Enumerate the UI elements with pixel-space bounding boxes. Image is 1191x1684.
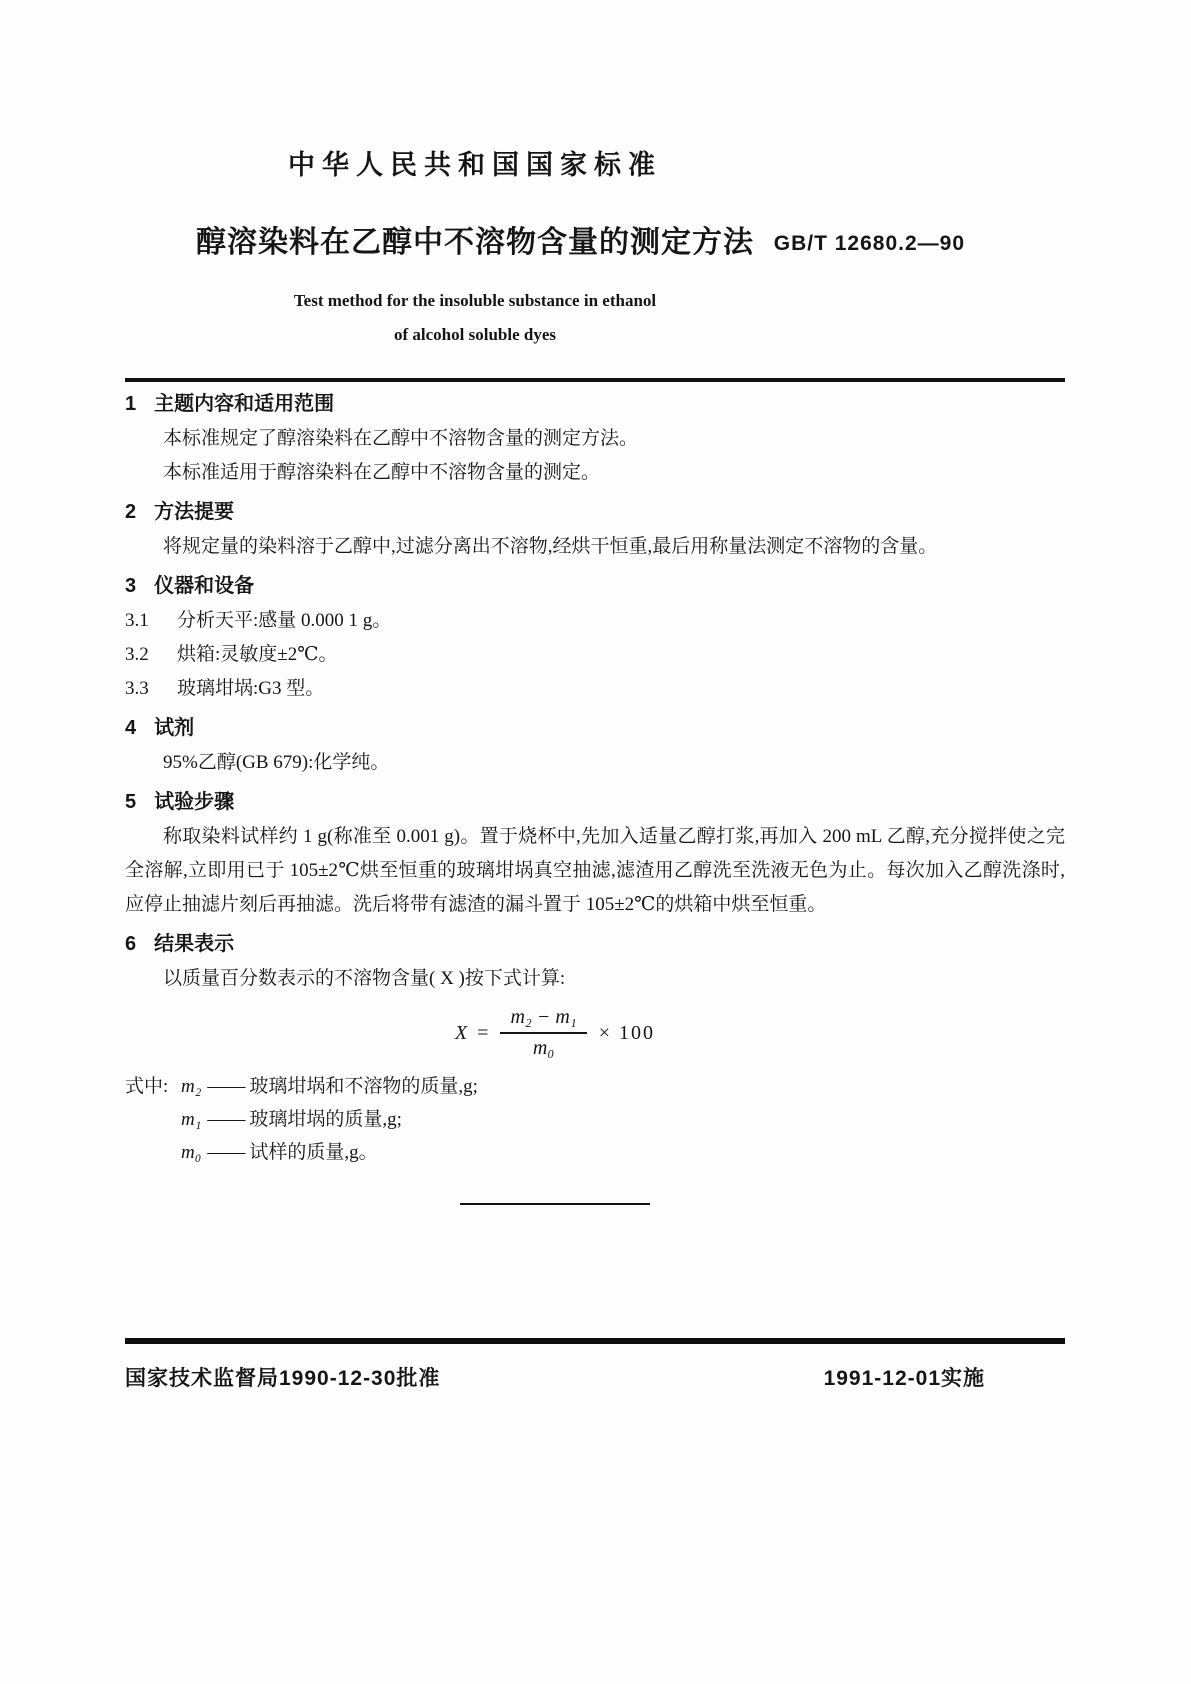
formula-lhs: X bbox=[454, 1021, 468, 1044]
section-method-summary-heading bbox=[125, 498, 1065, 526]
section-title: 结果表示 bbox=[154, 933, 235, 955]
definition-symbol: m₂ bbox=[181, 1076, 202, 1097]
document-footer bbox=[125, 1338, 1065, 1392]
formula-denominator: m₀ bbox=[532, 1037, 555, 1059]
symbol-definitions bbox=[125, 1070, 1065, 1169]
section-scope-heading bbox=[125, 390, 1065, 418]
paragraph: 本标准适用于醇溶染料在乙醇中不溶物含量的测定。 bbox=[163, 462, 601, 483]
section-reagents bbox=[125, 714, 1065, 780]
section-number: 1 bbox=[125, 393, 137, 415]
english-title-line1: Test method for the insoluble substance in ethanol bbox=[293, 291, 657, 310]
section-reagents-heading bbox=[125, 714, 1065, 742]
definition-m1 bbox=[125, 1103, 1065, 1136]
section-results-heading bbox=[125, 930, 1065, 958]
footer-rule bbox=[125, 1338, 1065, 1344]
footer-text-row bbox=[125, 1362, 1065, 1392]
clause-number: 3.3 bbox=[125, 678, 149, 699]
definition-dash: —— bbox=[207, 1109, 246, 1130]
definition-symbol: m₁ bbox=[181, 1109, 202, 1130]
definition-symbol: m₀ bbox=[181, 1142, 202, 1163]
section-scope bbox=[125, 390, 1065, 490]
section-results bbox=[125, 930, 1065, 1169]
paragraph: 称取染料试样约 1 g(称准至 0.001 g)。置于烧杯中,先加入适量乙醇打浆,再加入 200 mL 乙醇,充分搅拌使之完全溶解,立即用已于 105±2℃烘至恒重的玻璃坩埚真空抽滤,滤渣用乙醇洗至洗液无色为止。每次加入乙醇洗涤时,应停止抽滤片刻后再抽滤。洗后将带有滤渣的漏斗置于 105±2℃的烘箱中烘至恒重。 bbox=[125, 826, 1065, 915]
section-method-summary bbox=[125, 498, 1065, 564]
definition-dash: —— bbox=[207, 1076, 246, 1097]
definition-m2 bbox=[125, 1070, 1065, 1103]
section-apparatus-heading bbox=[125, 572, 1065, 600]
section-title: 试验步骤 bbox=[154, 791, 235, 813]
english-title bbox=[125, 284, 825, 352]
section-procedure bbox=[125, 788, 1065, 922]
clause-text: 烘箱:灵敏度±2℃。 bbox=[177, 644, 338, 665]
formula bbox=[85, 1004, 1025, 1062]
formula-numerator: m₂ − m₁ bbox=[500, 1006, 586, 1034]
approval-note: 国家技术监督局1990-12-30批准 bbox=[125, 1367, 441, 1390]
clause-text: 玻璃坩埚:G3 型。 bbox=[177, 678, 325, 699]
section-title: 仪器和设备 bbox=[154, 575, 255, 597]
clause-number: 3.1 bbox=[125, 610, 149, 631]
formula-fraction bbox=[500, 1006, 586, 1060]
section-number: 6 bbox=[125, 933, 137, 955]
section-title: 试剂 bbox=[154, 717, 195, 739]
clause-text: 分析天平:感量 0.000 1 g。 bbox=[177, 610, 392, 631]
section-number: 5 bbox=[125, 791, 137, 813]
header-center-block bbox=[125, 148, 825, 352]
section-number: 2 bbox=[125, 501, 137, 523]
section-title: 主题内容和适用范围 bbox=[154, 393, 335, 415]
definition-dash: —— bbox=[207, 1142, 246, 1163]
english-title-line2: of alcohol soluble dyes bbox=[394, 325, 556, 344]
section-title: 方法提要 bbox=[154, 501, 235, 523]
paragraph: 本标准规定了醇溶染料在乙醇中不溶物含量的测定方法。 bbox=[163, 428, 639, 449]
section-apparatus bbox=[125, 572, 1065, 706]
clause-3-3 bbox=[125, 672, 1065, 706]
document-title: 醇溶染料在乙醇中不溶物含量的测定方法 bbox=[196, 226, 754, 259]
clause-number: 3.2 bbox=[125, 644, 149, 665]
definition-prefix: 式中: bbox=[125, 1076, 169, 1097]
paragraph: 将规定量的染料溶于乙醇中,过滤分离出不溶物,经烘干恒重,最后用称量法测定不溶物的含量。 bbox=[163, 536, 938, 557]
implementation-note: 1991-12-01实施 bbox=[823, 1367, 985, 1390]
header-rule bbox=[125, 378, 1065, 382]
section-number: 4 bbox=[125, 717, 137, 739]
standard-header-label: 中华人民共和国国家标准 bbox=[288, 150, 662, 180]
paragraph: 95%乙醇(GB 679):化学纯。 bbox=[163, 752, 390, 773]
formula-equals-sign: = bbox=[477, 1021, 489, 1044]
standard-number: GB/T 12680.2—90 bbox=[773, 232, 965, 255]
definition-m0 bbox=[125, 1136, 1065, 1169]
clause-3-1 bbox=[125, 604, 1065, 638]
section-number: 3 bbox=[125, 575, 137, 597]
definition-text: 玻璃坩埚的质量,g; bbox=[249, 1109, 402, 1130]
section-procedure-heading bbox=[125, 788, 1065, 816]
formula-multiplier: × 100 bbox=[598, 1021, 656, 1044]
definition-text: 玻璃坩埚和不溶物的质量,g; bbox=[249, 1076, 478, 1097]
document-header bbox=[125, 148, 1065, 352]
paragraph: 以质量百分数表示的不溶物含量( X )按下式计算: bbox=[163, 968, 566, 989]
end-of-text-rule bbox=[460, 1203, 650, 1205]
clause-3-2 bbox=[125, 638, 1065, 672]
definition-text: 试样的质量,g。 bbox=[249, 1142, 378, 1163]
